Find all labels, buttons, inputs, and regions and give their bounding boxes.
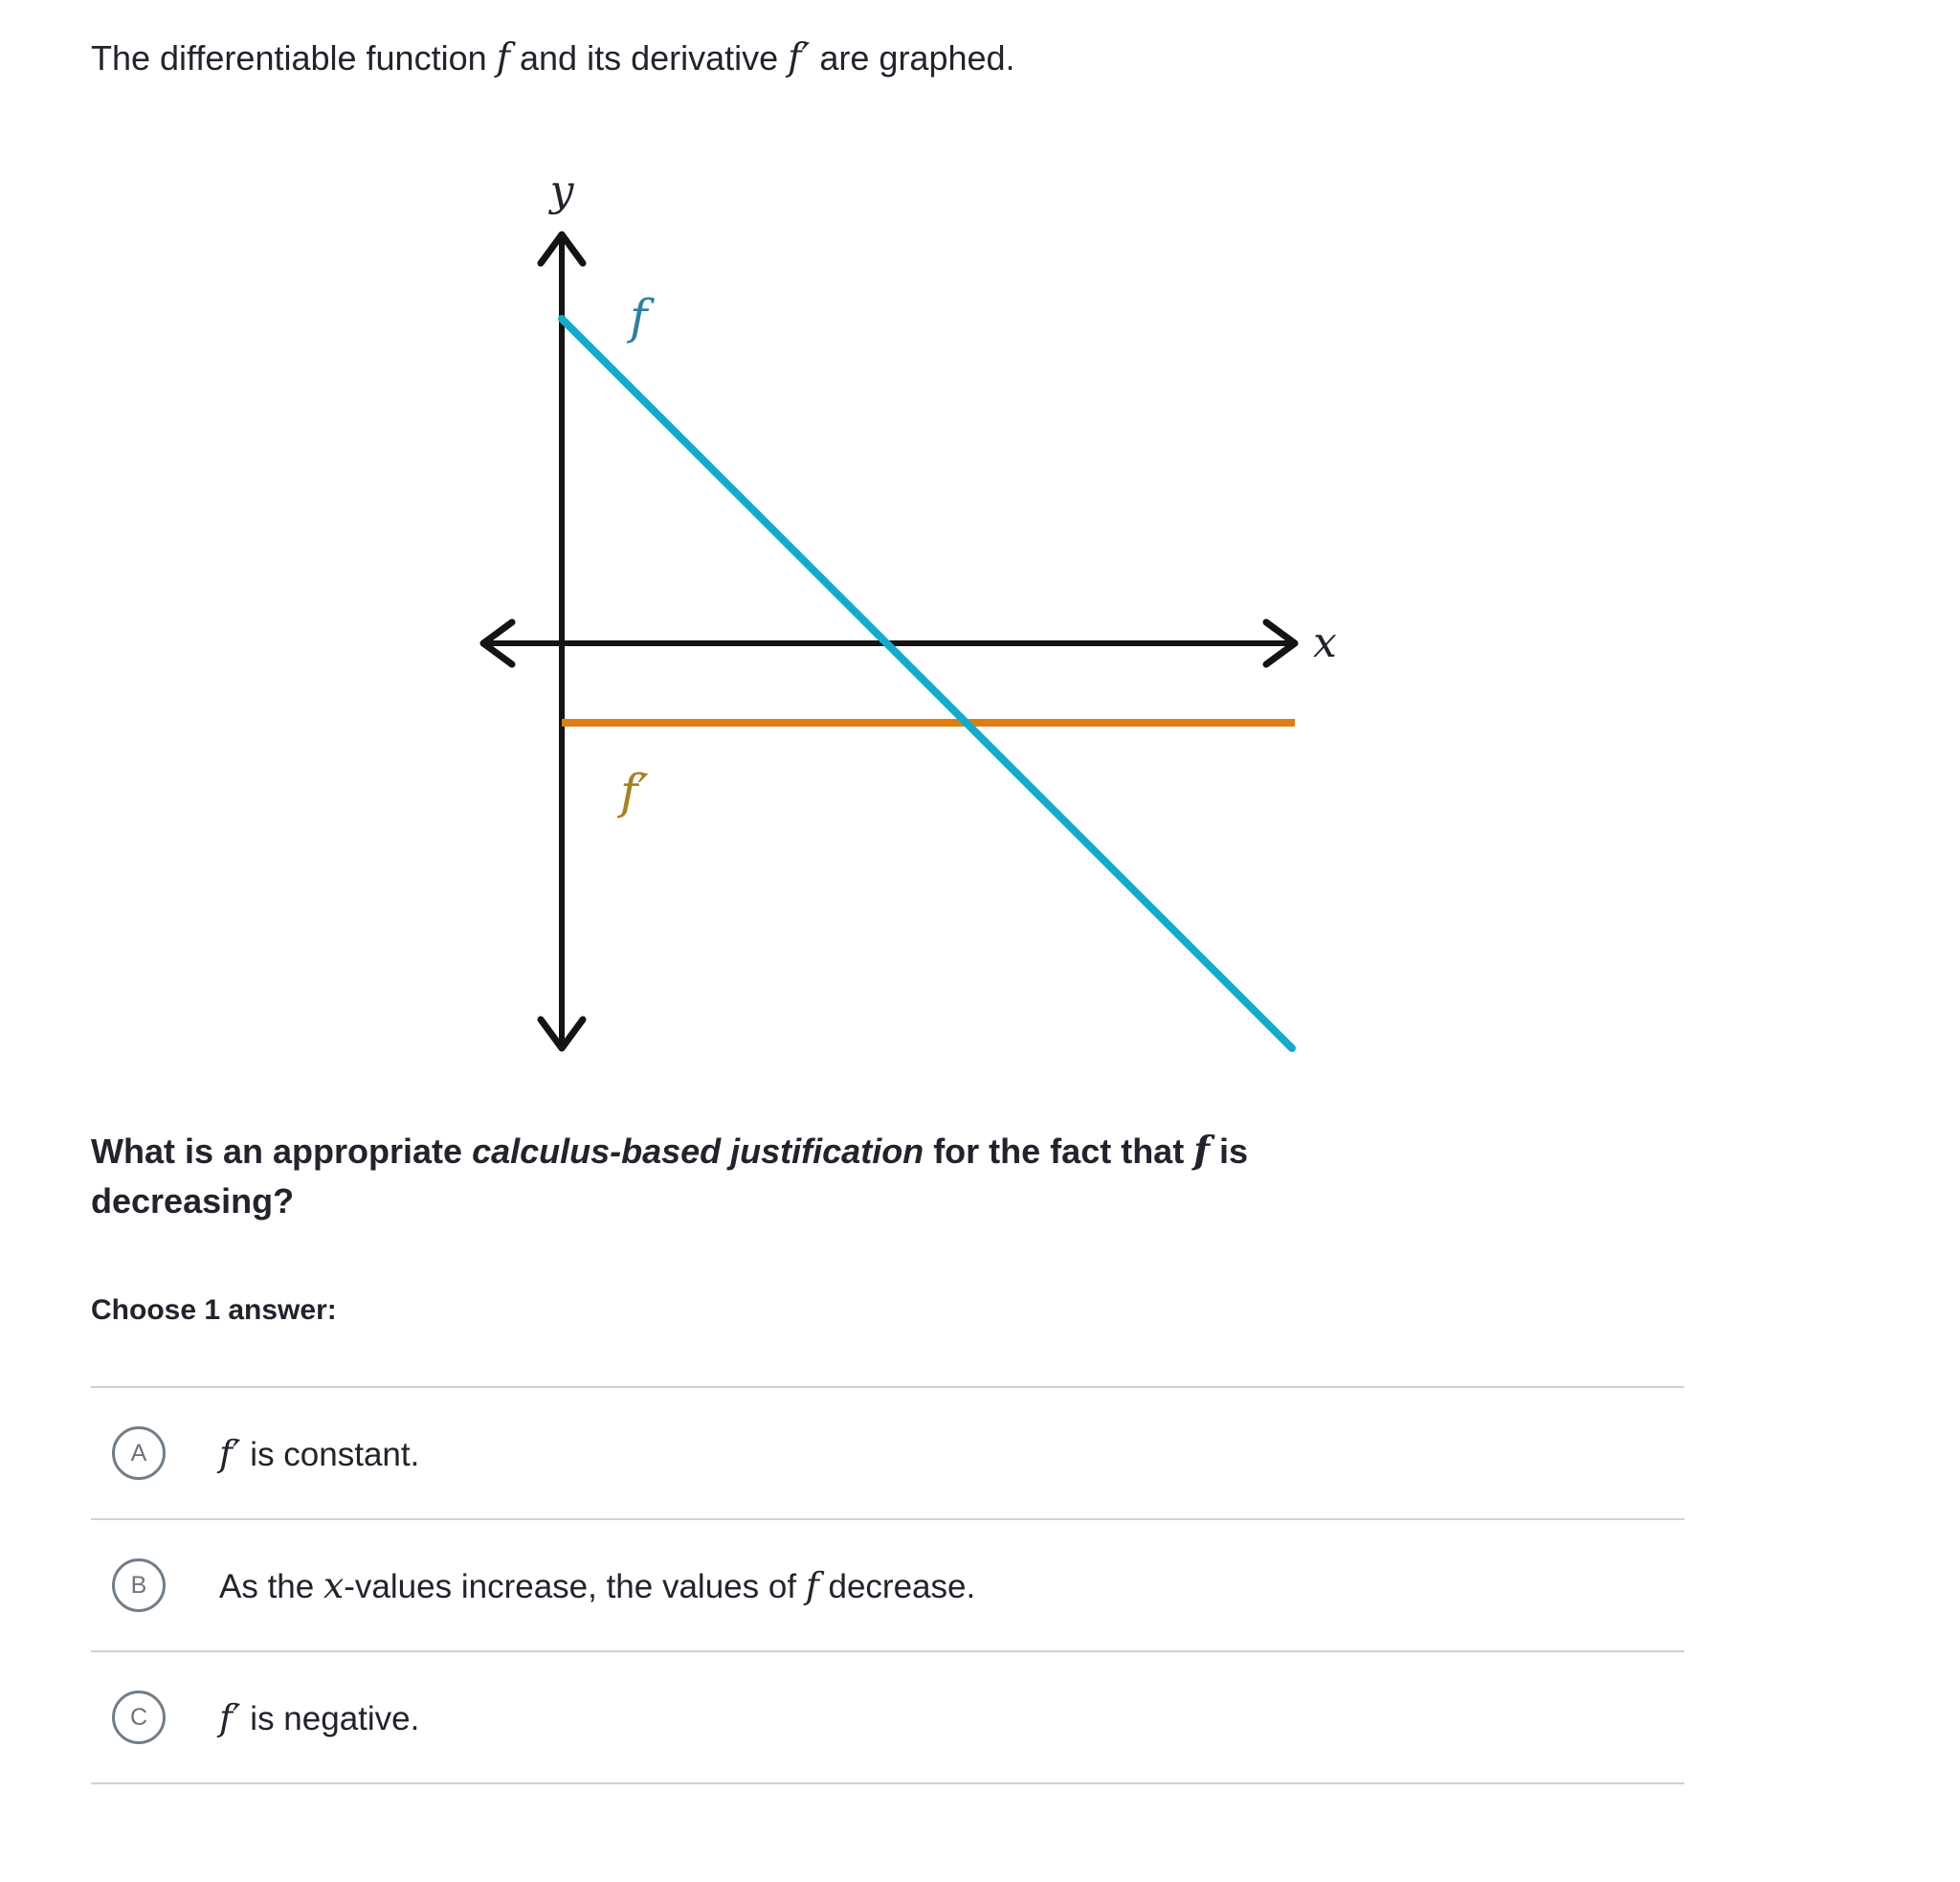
question-part-2: for the fact that xyxy=(924,1131,1194,1171)
question-line-2: decreasing? xyxy=(91,1180,295,1221)
answer-letter-b: B xyxy=(130,1571,147,1599)
function-graph xyxy=(431,144,1388,1063)
answer-b-mid: -values increase, the values of xyxy=(344,1568,806,1605)
radio-button-a[interactable] xyxy=(112,1426,166,1480)
title-text-3: are graphed. xyxy=(810,38,1015,78)
answer-list xyxy=(91,1386,1684,1784)
answer-c-post: is negative. xyxy=(240,1700,420,1737)
answer-option-c[interactable] xyxy=(91,1650,1684,1782)
y-axis-label: y xyxy=(549,167,574,215)
page-title xyxy=(91,34,1015,83)
answer-letter-a: A xyxy=(130,1439,147,1467)
question-emphasis: calculus-based justification xyxy=(472,1131,924,1171)
choose-answer-label: Choose 1 answer: xyxy=(91,1294,337,1326)
question-part-3: is xyxy=(1209,1131,1248,1171)
question-math-f: f xyxy=(1193,1129,1210,1173)
answer-option-b[interactable] xyxy=(91,1518,1684,1650)
question-text xyxy=(91,1126,1354,1224)
x-axis-label: x xyxy=(1313,618,1337,667)
answer-text-a xyxy=(219,1432,419,1474)
title-math-f: f xyxy=(496,36,511,79)
answer-b-pre: As the xyxy=(219,1568,323,1605)
answer-a-math-1: f′ xyxy=(219,1432,241,1474)
answer-c-math-1: f′ xyxy=(219,1696,241,1738)
f-prime-line-label: f′ xyxy=(620,764,649,819)
radio-button-c[interactable] xyxy=(112,1691,166,1744)
answer-text-b xyxy=(219,1564,975,1606)
question-part-1: What is an appropriate xyxy=(91,1131,473,1171)
answer-b-math-1: x xyxy=(323,1564,345,1606)
answer-b-post: decrease. xyxy=(818,1568,976,1605)
answer-a-post: is constant. xyxy=(240,1436,420,1473)
answer-letter-c: C xyxy=(129,1703,148,1731)
question-line-1 xyxy=(91,1126,1354,1177)
f-curve-label: f xyxy=(630,289,648,345)
title-math-f-prime: f′ xyxy=(788,36,811,79)
title-text-1: The differentiable function xyxy=(91,38,497,78)
title-text-2: and its derivative xyxy=(510,38,789,78)
radio-button-b[interactable] xyxy=(112,1558,166,1612)
answer-text-c xyxy=(219,1696,419,1738)
answer-b-math-2: f xyxy=(805,1564,819,1606)
answer-option-a[interactable] xyxy=(91,1386,1684,1518)
f-curve xyxy=(562,319,1292,1048)
